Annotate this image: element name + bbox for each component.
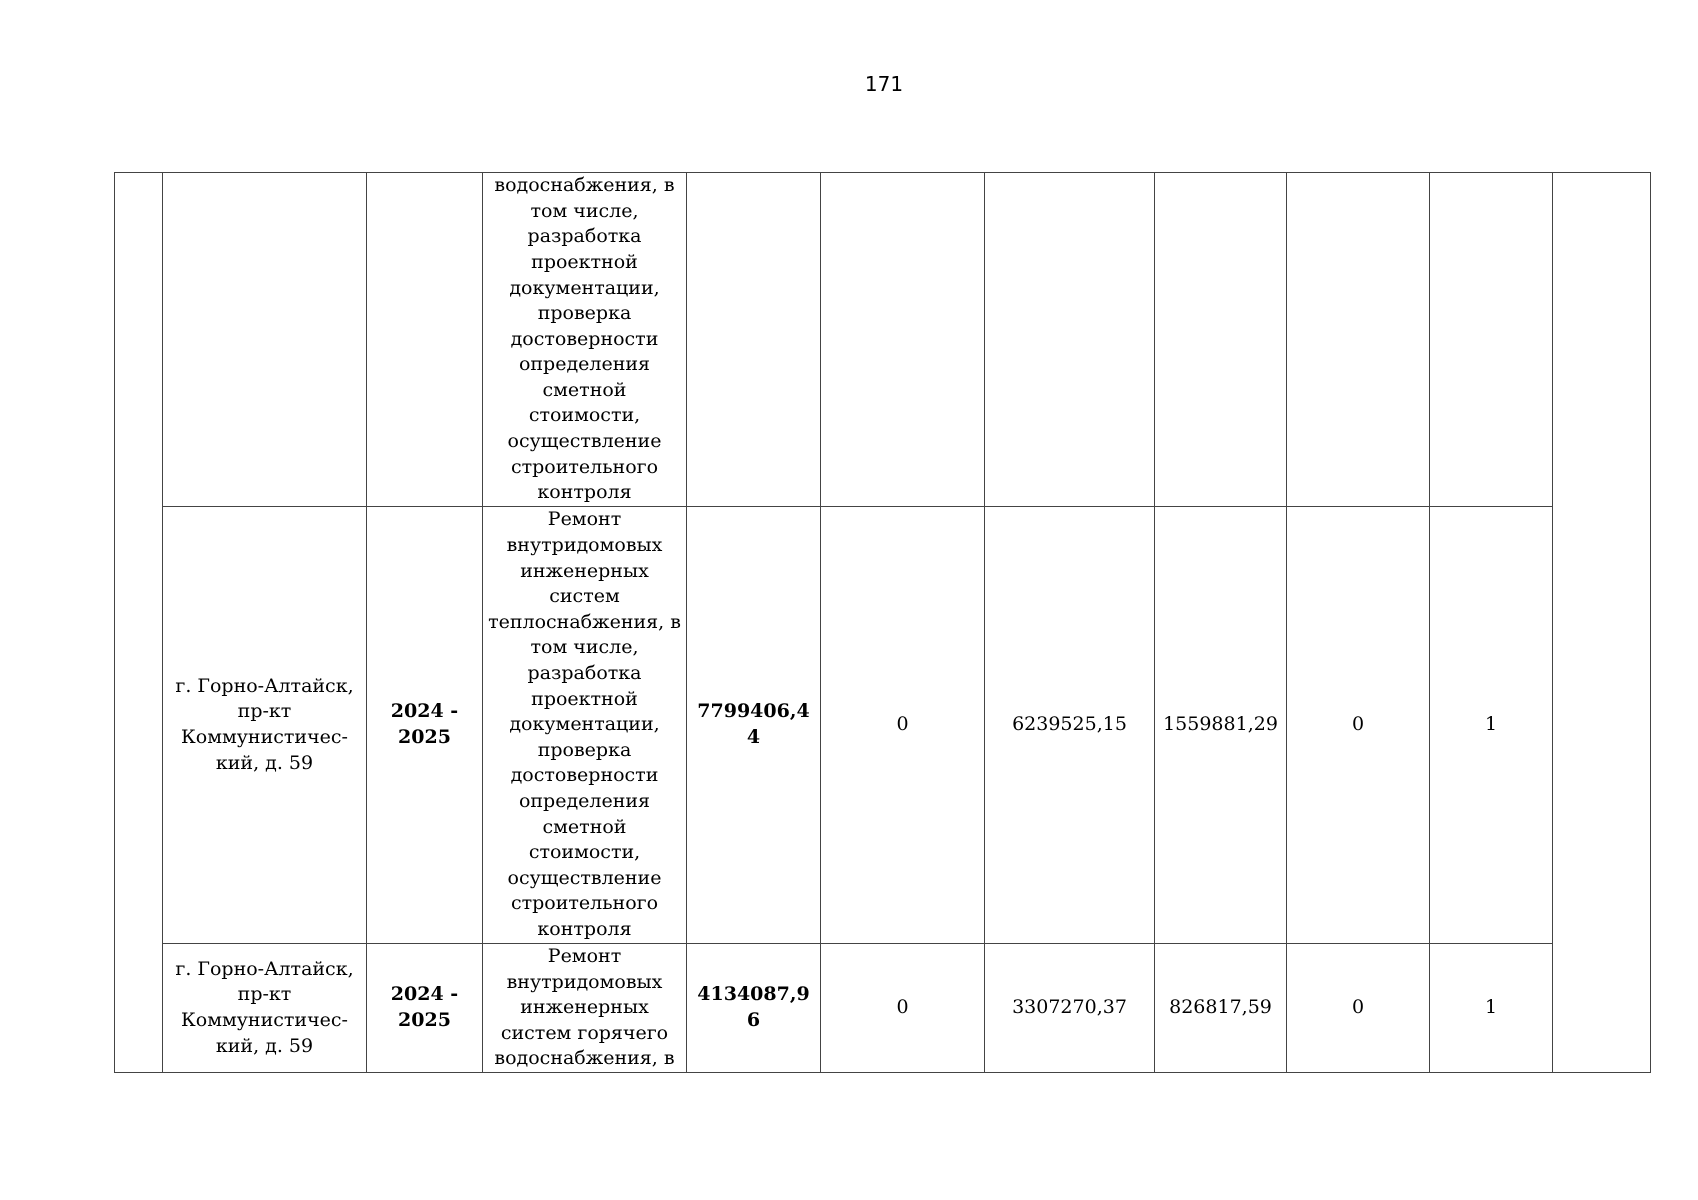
amount-cell [1155, 173, 1287, 507]
period-cell: 2024 - 2025 [367, 944, 483, 1073]
work-description-cell: водоснабжения, в том числе, разработка проектной документации, проверка достоверности определения сметной стоимости, осуществление строительного контроля [483, 173, 687, 507]
amount-cell [1287, 173, 1430, 507]
period-cell [367, 173, 483, 507]
count-cell: 1 [1430, 507, 1553, 944]
amount-cell: 1559881,29 [1155, 507, 1287, 944]
trailing-cell [1553, 173, 1651, 1073]
table-row [115, 944, 1651, 1073]
program-table [114, 172, 1651, 1073]
address-cell: г. Горно-Алтайск, пр-кт Коммунистичес-кий, д. 59 [163, 944, 367, 1073]
work-description-cell: Ремонт внутридомовых инженерных систем горячего водоснабжения, в [483, 944, 687, 1073]
page-number: 171 [864, 72, 904, 96]
count-cell [1430, 173, 1553, 507]
amount-cell: 826817,59 [1155, 944, 1287, 1073]
period-cell: 2024 - 2025 [367, 507, 483, 944]
table-row [115, 173, 1651, 507]
amount-cell: 0 [821, 944, 985, 1073]
amount-cell: 6239525,15 [985, 507, 1155, 944]
work-description-cell: Ремонт внутридомовых инженерных систем теплоснабжения, в том числе, разработка проектной документации, проверка достоверности определения сметной стоимости, осуществление строительного контроля [483, 507, 687, 944]
total-cost-cell: 4134087,96 [687, 944, 821, 1073]
amount-cell: 0 [1287, 944, 1430, 1073]
total-cost-cell: 7799406,44 [687, 507, 821, 944]
count-cell: 1 [1430, 944, 1553, 1073]
amount-cell: 0 [821, 507, 985, 944]
amount-cell: 3307270,37 [985, 944, 1155, 1073]
address-cell: г. Горно-Алтайск, пр-кт Коммунистичес-кий, д. 59 [163, 507, 367, 944]
amount-cell: 0 [1287, 507, 1430, 944]
table-row [115, 507, 1651, 944]
amount-cell [821, 173, 985, 507]
address-cell [163, 173, 367, 507]
row-number-cell [115, 173, 163, 1073]
amount-cell [985, 173, 1155, 507]
total-cost-cell [687, 173, 821, 507]
